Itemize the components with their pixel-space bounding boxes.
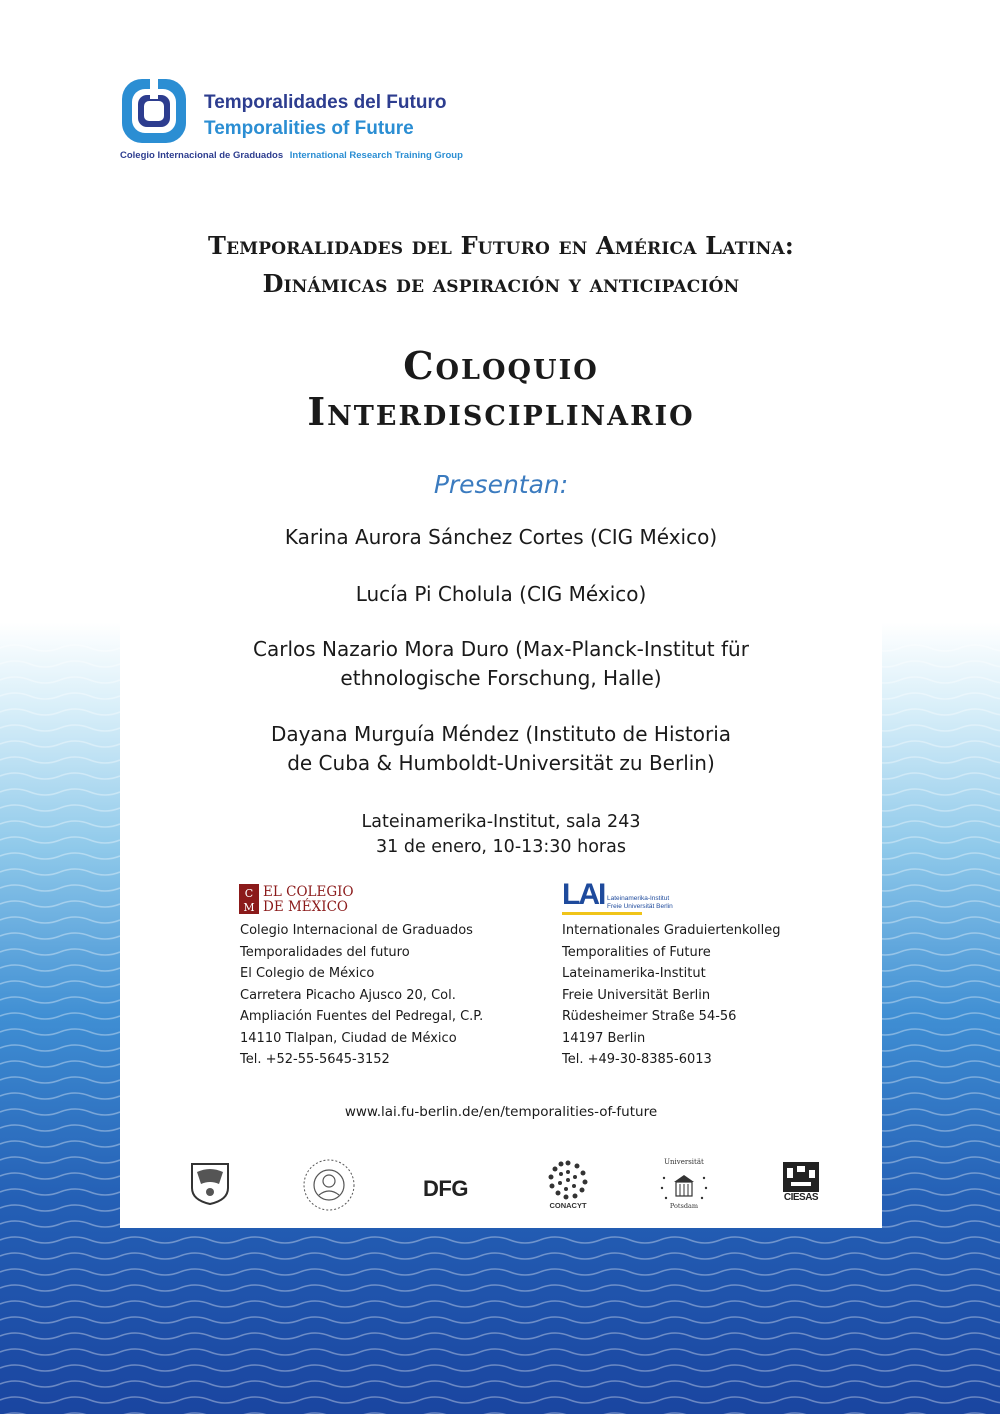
website-link[interactable]: www.lai.fu-berlin.de/en/temporalities-of-future [344, 1104, 658, 1120]
logo-subtitle-en: International Research Training Group [289, 150, 463, 161]
header-logo [120, 72, 500, 167]
svg-text:C: C [244, 887, 254, 900]
unam-logo-icon [189, 1160, 231, 1206]
humboldt-university-logo-icon [301, 1157, 357, 1213]
presenters-heading: Presentan: [433, 470, 569, 499]
ciesas-logo-icon [781, 1160, 821, 1192]
lai-logo [562, 878, 682, 916]
conacyt-logo-text: CONACYT [549, 1201, 587, 1210]
conacyt-logo [544, 1158, 592, 1214]
speaker-4 [120, 720, 882, 778]
colmex-emblem-icon [239, 884, 259, 914]
event-subtitle [120, 227, 882, 303]
temporalidades-logo-icon [120, 77, 190, 147]
logo-subtitle [120, 150, 463, 161]
event-subtitle-line2: Dinámicas de aspiración y anticipación [262, 269, 740, 298]
event-subtitle-line1: Temporalidades del Futuro en América Latina: [208, 231, 794, 260]
address-line: Internationales Graduiertenkolleg [562, 923, 781, 938]
logo-title-es: Temporalidades del Futuro [204, 92, 447, 113]
event-title-line1: Coloquio [403, 343, 599, 388]
svg-text:M: M [243, 901, 255, 914]
speaker-2-line1: Lucía Pi Cholula (CIG México) [355, 582, 647, 606]
colmex-logo-text-1: EL COLEGIO [263, 884, 354, 900]
colmex-logo-text-2: DE MÉXICO [263, 899, 348, 915]
address-line: Temporalidades del futuro [240, 944, 410, 960]
event-title-line2: Interdisciplinario [307, 389, 695, 434]
address-line: Tel. +49-30-8385-6013 [562, 1052, 712, 1067]
address-line: Tel. +52-55-5645-3152 [240, 1052, 390, 1067]
lai-logo-underline [562, 912, 642, 915]
speaker-1 [120, 523, 882, 552]
address-line: 14197 Berlin [562, 1030, 646, 1046]
address-line: Lateinamerika-Institut [562, 966, 706, 981]
speaker-3-line1: Carlos Nazario Mora Duro (Max-Planck-Institut für [253, 637, 749, 661]
speaker-1-line1: Karina Aurora Sánchez Cortes (CIG México) [284, 525, 718, 549]
potsdam-university-logo [656, 1158, 712, 1214]
address-line: El Colegio de México [240, 966, 375, 981]
ciesas-logo [781, 1160, 821, 1206]
address-line: Carretera Picacho Ajusco 20, Col. [240, 987, 456, 1003]
logo-title-en: Temporalities of Future [204, 118, 414, 139]
speaker-3-line2: ethnologische Forschung, Halle) [340, 666, 662, 690]
ciesas-logo-text: CIESAS [783, 1192, 819, 1203]
colmex-address [240, 920, 483, 1071]
speaker-3 [120, 635, 882, 693]
speaker-4-line1: Dayana Murguía Méndez (Instituto de Historia [270, 722, 732, 746]
colmex-logo [239, 884, 379, 916]
event-venue: Lateinamerika-Institut, sala 243 [361, 812, 641, 832]
dfg-logo: DFG [423, 1176, 468, 1201]
speaker-4-line2: de Cuba & Humboldt-Universität zu Berlin) [287, 751, 715, 775]
potsdam-building-icon [656, 1170, 712, 1206]
address-line: Freie Universität Berlin [562, 987, 711, 1003]
address-line: Colegio Internacional de Graduados [240, 923, 473, 938]
address-line: 14110 Tlalpan, Ciudad de México [240, 1030, 457, 1046]
logo-subtitle-es: Colegio Internacional de Graduados [120, 150, 284, 161]
lai-address [562, 920, 781, 1071]
address-line: Temporalities of Future [562, 944, 711, 960]
speaker-2 [120, 580, 882, 609]
lai-logo-sub-2: Freie Universität Berlin [607, 903, 673, 910]
address-line: Ampliación Fuentes del Pedregal, C.P. [240, 1009, 484, 1024]
event-venue-date [120, 810, 882, 860]
event-date: 31 de enero, 10-13:30 horas [376, 837, 626, 857]
event-title [120, 343, 882, 435]
lai-logo-sub-1: Lateinamerika-Institut [607, 895, 670, 902]
lai-logo-text: LAI [562, 878, 605, 911]
address-line: Rüdesheimer Straße 54-56 [562, 1009, 737, 1024]
potsdam-logo-sub-text: Potsdam [669, 1202, 699, 1210]
conacyt-logo-icon [544, 1158, 592, 1202]
potsdam-logo-arc-text: Universität [664, 1158, 704, 1166]
